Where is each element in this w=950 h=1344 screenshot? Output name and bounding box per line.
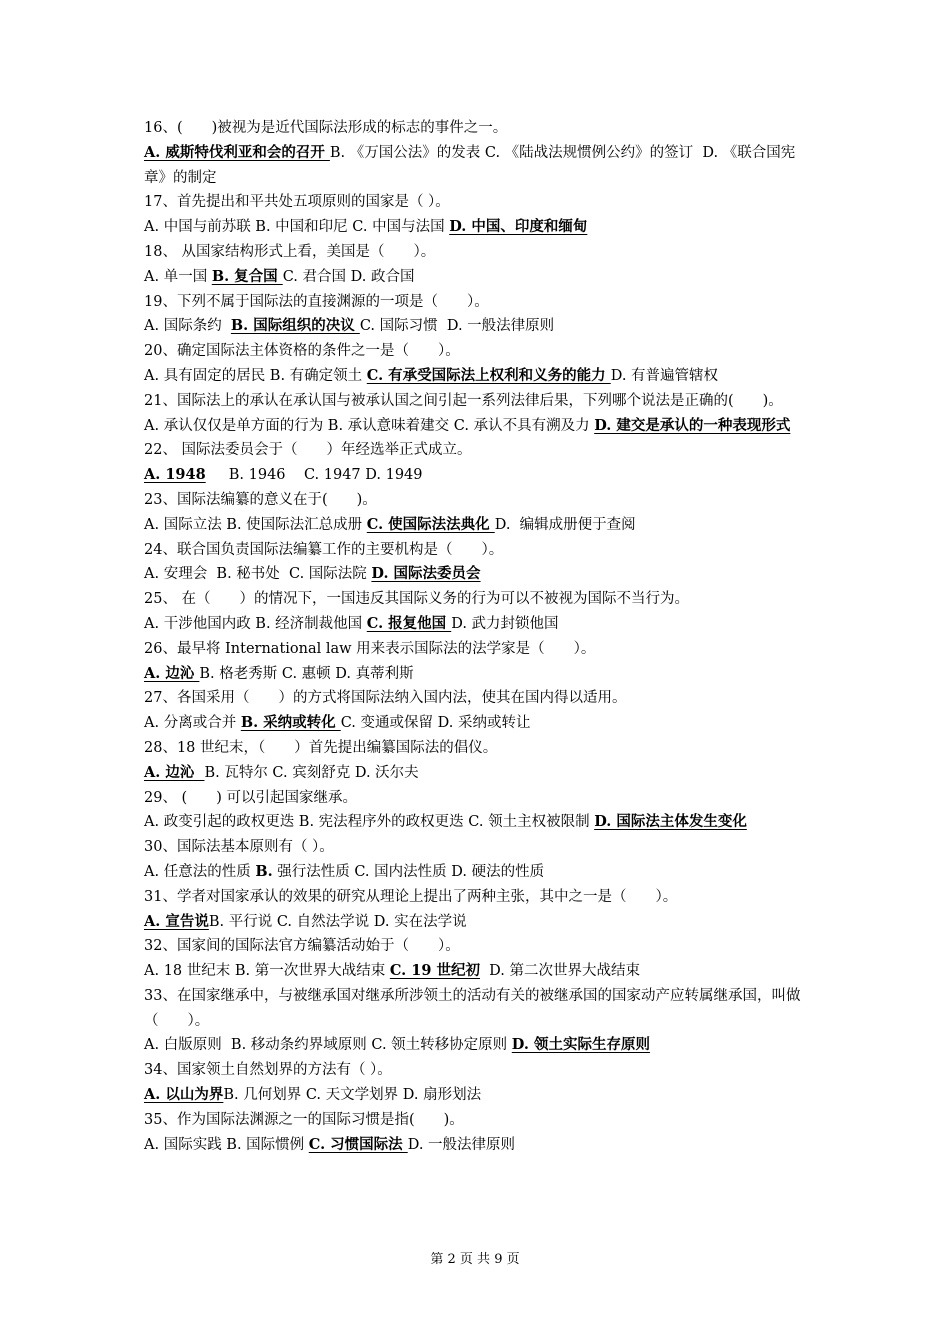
option-text: D. 武力封锁他国 (451, 615, 559, 632)
answer-option: C. 19 世纪初 (389, 962, 480, 980)
question-options (144, 141, 812, 191)
answer-option: A. 1948 (144, 466, 206, 484)
option-text: D. 编辑成册便于查阅 (494, 516, 636, 533)
question-options (144, 959, 812, 984)
question-stem: 22、 国际法委员会于（ ）年经选举正式成立。 (144, 442, 472, 459)
answer-option: A. 边沁 (144, 763, 205, 781)
option-text: A. 干涉他国内政 B. 经济制裁他国 (144, 615, 367, 632)
question-stem: 27、各国采用（ ）的方式将国际法纳入国内法，使其在国内得以适用。 (144, 690, 627, 707)
question-options (144, 612, 812, 637)
option-text: D. 有普遍管辖权 (610, 367, 719, 384)
question-stem: 17、首先提出和平共处五项原则的国家是（ ）。 (144, 194, 450, 211)
answer-option: A. 宣告说 (144, 912, 209, 930)
option-text: A. 任意法的性质 (144, 863, 256, 880)
question-options (144, 711, 812, 736)
option-text: A. 国际实践 B. 国际惯例 (144, 1136, 309, 1153)
option-text: A. 具有固定的居民 B. 有确定领土 (144, 367, 367, 384)
option-text: A. 安理会 B. 秘书处 C. 国际法院 (144, 566, 372, 583)
question-stem: 33、在国家继承中，与被继承国对继承所涉领土的活动有关的被继承国的国家动产应转属继承国，叫做（ ）。 (144, 987, 801, 1029)
question-options (144, 513, 812, 538)
question-options (144, 1133, 812, 1158)
option-text: B. 平行说 C. 自然法学说 D. 实在法学说 (208, 913, 467, 930)
option-text: C. 变通或保留 D. 采纳或转让 (340, 715, 531, 732)
option-text: B. 格老秀斯 C. 惠顿 D. 真蒂利斯 (199, 665, 414, 682)
answer-option: C. 习惯国际法 (308, 1135, 408, 1153)
question-options (144, 860, 812, 885)
question-options (144, 1033, 812, 1058)
answer-option: A. 威斯特伐利亚和会的召开 (144, 143, 330, 161)
answer-option: C. 有承受国际法上权利和义务的能力 (366, 366, 611, 384)
question-stem: 20、确定国际法主体资格的条件之一是（ ）。 (144, 343, 460, 360)
answer-option: B. (255, 862, 273, 880)
option-text: D. 第二次世界大战结束 (479, 963, 640, 980)
question-stem: 29、 ( ) 可以引起国家继承。 (144, 789, 357, 806)
option-text: A. 中国与前苏联 B. 中国和印尼 C. 中国与法国 (144, 219, 450, 236)
answer-option: A. 以山为界 (144, 1086, 224, 1104)
question-stem: 18、 从国家结构形式上看，美国是（ ）。 (144, 243, 436, 260)
option-text: B. 瓦特尔 C. 宾刻舒克 D. 沃尔夫 (204, 764, 419, 781)
question-stem: 30、国际法基本原则有（ ）。 (144, 839, 334, 856)
answer-option: D. 领土实际生存原则 (511, 1036, 650, 1054)
question-stem: 23、国际法编纂的意义在于( )。 (144, 491, 377, 508)
question-options (144, 314, 812, 339)
option-text: A. 单一国 (144, 268, 212, 285)
question-stem: 35、作为国际法渊源之一的国际习惯是指( )。 (144, 1111, 464, 1128)
question-options (144, 265, 812, 290)
question-stem: 26、最早将 International law 用来表示国际法的法学家是（ ）。 (144, 640, 596, 657)
question-options (144, 761, 812, 786)
option-text: C. 君合国 D. 政合国 (282, 268, 415, 285)
question-stem: 25、 在（ ）的情况下，一国违反其国际义务的行为可以不被视为国际不当行为。 (144, 591, 690, 608)
question-stem: 32、国家间的国际法官方编纂活动始于（ ）。 (144, 938, 460, 955)
answer-option: D. 国际法委员会 (371, 565, 481, 583)
question-stem: 24、联合国负责国际法编纂工作的主要机构是（ ）。 (144, 541, 504, 558)
answer-option: D. 中国、印度和缅甸 (449, 218, 588, 236)
option-text: A. 18 世纪末 B. 第一次世界大战结束 (144, 963, 390, 980)
option-text: A. 白版原则 B. 移动条约界域原则 C. 领土转移协定原则 (144, 1037, 512, 1054)
option-text: A. 国际立法 B. 使国际法汇总成册 (144, 516, 367, 533)
option-text: B. 1946 C. 1947 D. 1949 (205, 467, 423, 484)
option-text: 强行法性质 C. 国内法性质 D. 硬法的性质 (272, 863, 545, 880)
option-text: B. 《万国公法》的发表 C. 《陆战法规惯例公约》的签订 D. 《联合国宪章》的制定 (144, 144, 796, 186)
question-stem: 28、18 世纪末，（ ）首先提出编纂国际法的倡仪。 (144, 739, 498, 756)
question-stem: 19、下列不属于国际法的直接渊源的一项是（ ）。 (144, 293, 489, 310)
question-options (144, 364, 812, 389)
question-stem: 21、国际法上的承认在承认国与被承认国之间引起一系列法律后果，下列哪个说法是正确的( )。 (144, 392, 783, 409)
option-text: A. 国际条约 (144, 318, 231, 335)
question-options (144, 810, 812, 835)
answer-option: B. 复合国 (211, 267, 283, 285)
question-stem: 34、国家领土自然划界的方法有（ ）。 (144, 1062, 392, 1079)
option-text: A. 分离或合并 (144, 715, 241, 732)
question-options (144, 414, 812, 439)
question-options (144, 662, 812, 687)
page-footer: 第 2 页 共 9 页 (430, 1252, 520, 1267)
answer-option: B. 采纳或转化 (240, 714, 341, 732)
option-text: A. 承认仅仅是单方面的行为 B. 承认意味着建交 C. 承认不具有溯及力 (144, 417, 595, 434)
question-options (144, 463, 812, 488)
option-text: D. 一般法律原则 (407, 1136, 516, 1153)
answer-option: C. 使国际法法典化 (366, 515, 495, 533)
question-options (144, 1083, 812, 1108)
answer-option: B. 国际组织的决议 (230, 317, 360, 335)
question-stem: 16、( )被视为是近代国际法形成的标志的事件之一。 (144, 120, 508, 136)
answer-option: C. 报复他国 (366, 614, 452, 632)
question-options (144, 215, 812, 240)
answer-option: A. 边沁 (144, 664, 200, 682)
answer-option: D. 国际法主体发生变化 (594, 813, 747, 831)
question-list (144, 116, 812, 1157)
option-text: C. 国际习惯 D. 一般法律原则 (359, 318, 555, 335)
option-text: B. 几何划界 C. 天文学划界 D. 扇形划法 (223, 1087, 482, 1104)
answer-option: D. 建交是承认的一种表现形式 (594, 416, 791, 434)
question-options (144, 562, 812, 587)
question-stem: 31、学者对国家承认的效果的研究从理论上提出了两种主张，其中之一是（ ）。 (144, 888, 678, 905)
option-text: A. 政变引起的政权更迭 B. 宪法程序外的政权更迭 C. 领土主权被限制 (144, 814, 595, 831)
question-options (144, 910, 812, 935)
